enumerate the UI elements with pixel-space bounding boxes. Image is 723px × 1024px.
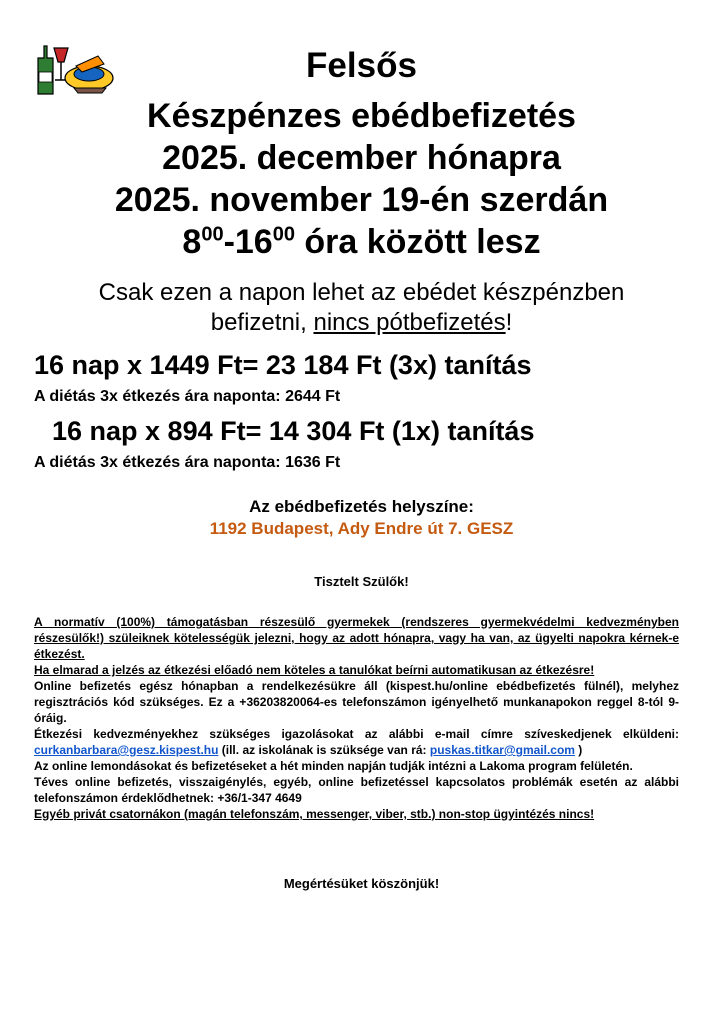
body-para-7: Egyéb privát csatornákon (magán telefonszám, messenger, viber, stb.) non-stop ügyintézés nincs! bbox=[34, 807, 595, 821]
greeting: Tisztelt Szülők! bbox=[314, 574, 409, 589]
body-para-6: Téves online befizetés, visszaigénylés, egyéb, online befizetéssel kapcsolatos problémák esetén az alábbi telefonszámon érdeklődhetnek: +36/1-347 4649 bbox=[34, 775, 679, 805]
heading-line-2: 2025. december hónapra bbox=[162, 139, 561, 177]
body-para-4-mid: (ill. az iskolának is szüksége van rá: bbox=[218, 743, 430, 757]
notice-suffix: ! bbox=[505, 309, 513, 336]
heading-line-1: Készpénzes ebédbefizetés bbox=[147, 97, 576, 135]
body-text bbox=[34, 614, 679, 822]
body-para-3: Online befizetés egész hónapban a rendelkezésükre áll (kispest.hu/online ebédbefizetés fülnél), melyhez regisztrációs kód szükséges. Ez a +36203820064-es telefonszámon igényelhető munkanapokon reggel 8-tól 9-óráig. bbox=[34, 679, 679, 725]
body-para-1: A normatív (100%) támogatásban részesülő gyermekek (rendszeres gyermekvédelmi kedvezményben részesülők!) szüleiknek kötelességük jelezni, hogy az adott hónapra, vagy ha van, az ügyelti napokra kérnek-e étkezést. bbox=[34, 615, 679, 661]
price-line-2: 16 nap x 894 Ft= 14 304 Ft (1x) tanítás bbox=[52, 416, 535, 446]
notice-prefix: befizetni, bbox=[210, 309, 314, 336]
heading-time bbox=[0, 222, 723, 262]
diet-price-2: A diétás 3x étkezés ára naponta: 1636 Ft bbox=[34, 454, 341, 471]
heading-line-3: 2025. november 19-én szerdán bbox=[114, 181, 609, 219]
time-tail: óra között lesz bbox=[294, 223, 541, 261]
email-link-puskas[interactable]: puskas.titkar@gmail.com bbox=[429, 743, 575, 757]
body-para-4 bbox=[34, 726, 679, 758]
notice-line-1: Csak ezen a napon lehet az ebédet készpénzben bbox=[98, 279, 625, 306]
price-line-1: 16 nap x 1449 Ft= 23 184 Ft (3x) tanítás bbox=[34, 350, 532, 380]
time-end-sup: 00 bbox=[272, 223, 295, 246]
time-start-sup: 00 bbox=[201, 223, 224, 246]
notice-line-2 bbox=[0, 308, 723, 338]
time-dash: -16 bbox=[223, 223, 273, 261]
notice-no-late-payment: nincs pótbefizetés bbox=[313, 309, 506, 336]
email-link-curkanbarbara[interactable]: curkanbarbara@gesz.kispest.hu bbox=[34, 743, 219, 757]
location-label: Az ebédbefizetés helyszíne: bbox=[249, 497, 474, 516]
heading-felsos: Felsős bbox=[306, 46, 417, 85]
body-para-5: Az online lemondásokat és befizetéseket a hét minden napján tudják intézni a Lakoma program felületén. bbox=[34, 759, 633, 773]
body-para-4-prefix: Étkezési kedvezményekhez szükséges igazolásokat az alábbi e-mail címre szíveskedjenek elküldeni: bbox=[34, 727, 679, 741]
time-start: 8 bbox=[182, 223, 202, 261]
location-address: 1192 Budapest, Ady Endre út 7. GESZ bbox=[209, 519, 514, 538]
body-para-2: Ha elmarad a jelzés az étkezési előadó nem köteles a tanulókat beírni automatikusan az étkezésre! bbox=[34, 663, 595, 677]
body-para-4-suffix: ) bbox=[574, 743, 583, 757]
diet-price-1: A diétás 3x étkezés ára naponta: 2644 Ft bbox=[34, 388, 341, 405]
closing: Megértésüket köszönjük! bbox=[283, 876, 440, 891]
